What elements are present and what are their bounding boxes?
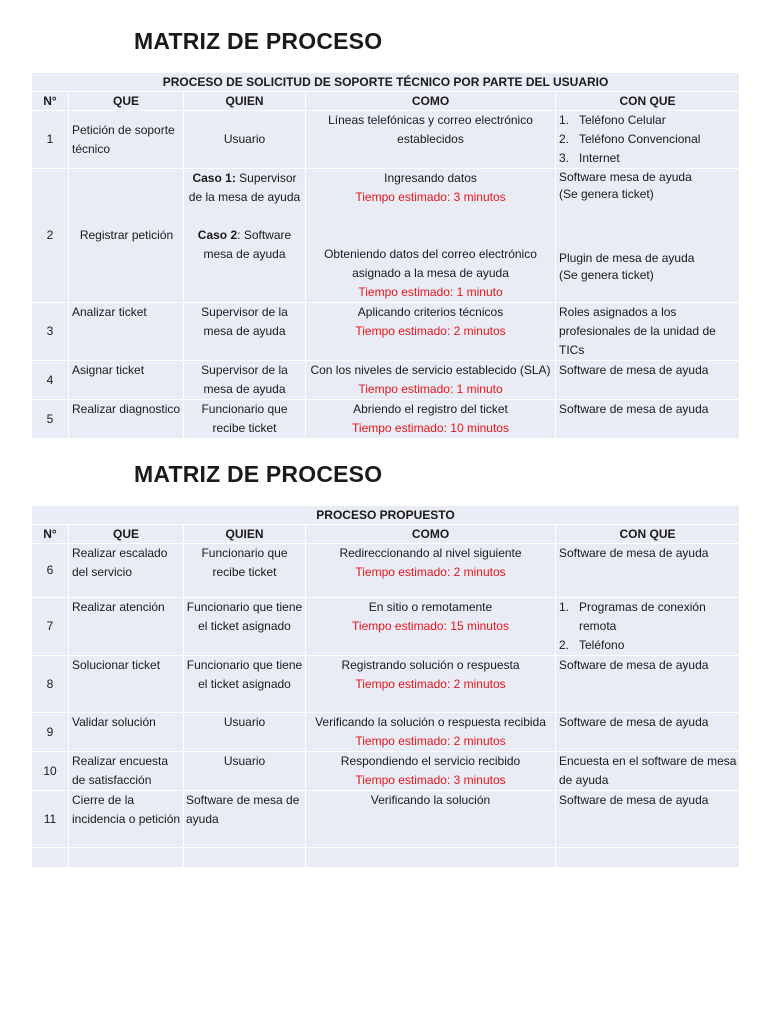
- row-conque: Software de mesa de ayuda: [556, 544, 740, 598]
- row-que: Analizar ticket: [69, 303, 184, 361]
- row-quien: Usuario: [184, 111, 306, 169]
- row-como: [306, 656, 556, 713]
- como-case-2: Obteniendo datos del correo electrónico asignado a la mesa de ayuda: [324, 247, 537, 280]
- process-matrix-table-2: [31, 505, 740, 868]
- row-quien: Funcionario que recibe ticket: [184, 400, 306, 439]
- empty-cell: [556, 848, 740, 868]
- row-num: 10: [32, 752, 69, 791]
- row-como: [306, 361, 556, 400]
- estimated-time: Tiempo estimado: 2 minutos: [355, 734, 506, 748]
- row-como: Verificando la solución: [306, 791, 556, 848]
- header-como: COMO: [306, 92, 556, 111]
- row-como: [306, 400, 556, 439]
- estimated-time: Tiempo estimado: 1 minuto: [358, 285, 503, 299]
- como-text: Aplicando criterios técnicos: [357, 305, 504, 319]
- row-que: Solucionar ticket: [69, 656, 184, 713]
- table-row: [32, 656, 740, 713]
- como-text: Respondiendo el servicio recibido: [340, 754, 521, 768]
- row-num: 9: [32, 713, 69, 752]
- row-num: 7: [32, 598, 69, 656]
- row-num: 8: [32, 656, 69, 713]
- row-num: 4: [32, 361, 69, 400]
- como-text: Verificando la solución o respuesta recibida: [315, 715, 546, 729]
- conque-case-1-note: (Se genera ticket): [559, 187, 654, 201]
- table-row: [32, 111, 740, 169]
- empty-cell: [32, 848, 69, 868]
- header-num: N°: [32, 525, 69, 544]
- row-num: 3: [32, 303, 69, 361]
- list-item: 2. Teléfono Convencional: [559, 132, 701, 146]
- row-conque: [556, 598, 740, 656]
- process-matrix-table-1: [31, 72, 740, 439]
- row-conque: Software de mesa de ayuda: [556, 400, 740, 439]
- empty-cell: [306, 848, 556, 868]
- row-conque: [556, 169, 740, 303]
- row-num: 1: [32, 111, 69, 169]
- row-quien: Supervisor de la mesa de ayuda: [184, 361, 306, 400]
- list-item: 1. Teléfono Celular: [559, 113, 666, 127]
- row-que: Cierre de la incidencia o petición: [69, 791, 184, 848]
- table-row: [32, 791, 740, 848]
- row-como: [306, 598, 556, 656]
- row-conque: Software de mesa de ayuda: [556, 656, 740, 713]
- row-quien: Usuario: [184, 713, 306, 752]
- como-text: Con los niveles de servicio establecido (SLA): [310, 363, 551, 377]
- table-caption-row: [32, 73, 740, 92]
- row-que: Realizar diagnostico: [69, 400, 184, 439]
- row-quien: [184, 169, 306, 303]
- list-item: 1. Programas de conexión remota: [559, 600, 706, 633]
- como-text: Redireccionando al nivel siguiente: [339, 546, 522, 560]
- row-que: Validar solución: [69, 713, 184, 752]
- list-item: 2. Teléfono: [559, 638, 625, 652]
- conque-case-1: Software mesa de ayuda: [559, 170, 692, 184]
- row-que: Realizar escalado del servicio: [69, 544, 184, 598]
- header-quien: QUIEN: [184, 92, 306, 111]
- row-num: 11: [32, 791, 69, 848]
- row-que: Realizar atención: [69, 598, 184, 656]
- header-num: N°: [32, 92, 69, 111]
- row-num: 6: [32, 544, 69, 598]
- table-header-row: [32, 525, 740, 544]
- row-conque: Software de mesa de ayuda: [556, 713, 740, 752]
- row-que: Registrar petición: [69, 169, 184, 303]
- row-conque: Encuesta en el software de mesa de ayuda: [556, 752, 740, 791]
- row-quien: Software de mesa de ayuda: [184, 791, 306, 848]
- row-quien: Supervisor de la mesa de ayuda: [184, 303, 306, 361]
- empty-cell: [69, 848, 184, 868]
- row-quien: Funcionario que recibe ticket: [184, 544, 306, 598]
- table-row: [32, 361, 740, 400]
- estimated-time: Tiempo estimado: 2 minutos: [355, 677, 506, 691]
- estimated-time: Tiempo estimado: 15 minutos: [352, 619, 509, 633]
- estimated-time: Tiempo estimado: 3 minutos: [355, 773, 506, 787]
- row-como: Líneas telefónicas y correo electrónico establecidos: [306, 111, 556, 169]
- section-1-title: MATRIZ DE PROCESO: [134, 28, 383, 54]
- row-como: [306, 713, 556, 752]
- header-que: QUE: [69, 525, 184, 544]
- quien-case-2: Caso 2: Software mesa de ayuda: [197, 228, 292, 261]
- estimated-time: Tiempo estimado: 10 minutos: [352, 421, 509, 435]
- table-row: [32, 169, 740, 303]
- row-como: [306, 303, 556, 361]
- row-conque: Software de mesa de ayuda: [556, 791, 740, 848]
- header-quien: QUIEN: [184, 525, 306, 544]
- table-row-empty: [32, 848, 740, 868]
- header-conque: CON QUE: [556, 92, 740, 111]
- row-que: Petición de soporte técnico: [69, 111, 184, 169]
- row-que: Asignar ticket: [69, 361, 184, 400]
- table-caption: PROCESO DE SOLICITUD DE SOPORTE TÉCNICO POR PARTE DEL USUARIO: [32, 73, 740, 92]
- conque-case-2-note: (Se genera ticket): [559, 268, 654, 282]
- table-caption-row: [32, 506, 740, 525]
- header-como: COMO: [306, 525, 556, 544]
- estimated-time: Tiempo estimado: 3 minutos: [355, 190, 506, 204]
- estimated-time: Tiempo estimado: 1 minuto: [358, 382, 503, 396]
- row-conque: Software de mesa de ayuda: [556, 361, 740, 400]
- row-num: 5: [32, 400, 69, 439]
- empty-cell: [184, 848, 306, 868]
- row-que: Realizar encuesta de satisfacción: [69, 752, 184, 791]
- row-num: 2: [32, 169, 69, 303]
- como-text: Registrando solución o respuesta: [341, 658, 520, 672]
- header-conque: CON QUE: [556, 525, 740, 544]
- table-row: [32, 544, 740, 598]
- como-case-1: Ingresando datos: [384, 171, 477, 185]
- row-conque: Roles asignados a los profesionales de la unidad de TICs: [556, 303, 740, 361]
- row-quien: Funcionario que tiene el ticket asignado: [184, 656, 306, 713]
- estimated-time: Tiempo estimado: 2 minutos: [355, 324, 506, 338]
- table-row: [32, 752, 740, 791]
- conque-list: [559, 111, 737, 168]
- table-caption: PROCESO PROPUESTO: [32, 506, 740, 525]
- conque-case-2: Plugin de mesa de ayuda: [559, 251, 695, 265]
- row-como: [306, 544, 556, 598]
- row-como: [306, 169, 556, 303]
- row-conque: [556, 111, 740, 169]
- estimated-time: Tiempo estimado: 2 minutos: [355, 565, 506, 579]
- section-2-title: MATRIZ DE PROCESO: [134, 461, 383, 487]
- table-row: [32, 713, 740, 752]
- table-row: [32, 303, 740, 361]
- header-que: QUE: [69, 92, 184, 111]
- table-row: [32, 598, 740, 656]
- como-text: Abriendo el registro del ticket: [353, 402, 508, 416]
- table-header-row: [32, 92, 740, 111]
- conque-list: [559, 598, 737, 655]
- row-como: [306, 752, 556, 791]
- como-text: En sitio o remotamente: [368, 600, 493, 614]
- row-quien: Funcionario que tiene el ticket asignado: [184, 598, 306, 656]
- table-row: [32, 400, 740, 439]
- list-item: 3. Internet: [559, 151, 620, 165]
- row-quien: Usuario: [184, 752, 306, 791]
- quien-case-1: Caso 1: Supervisor de la mesa de ayuda: [188, 171, 301, 204]
